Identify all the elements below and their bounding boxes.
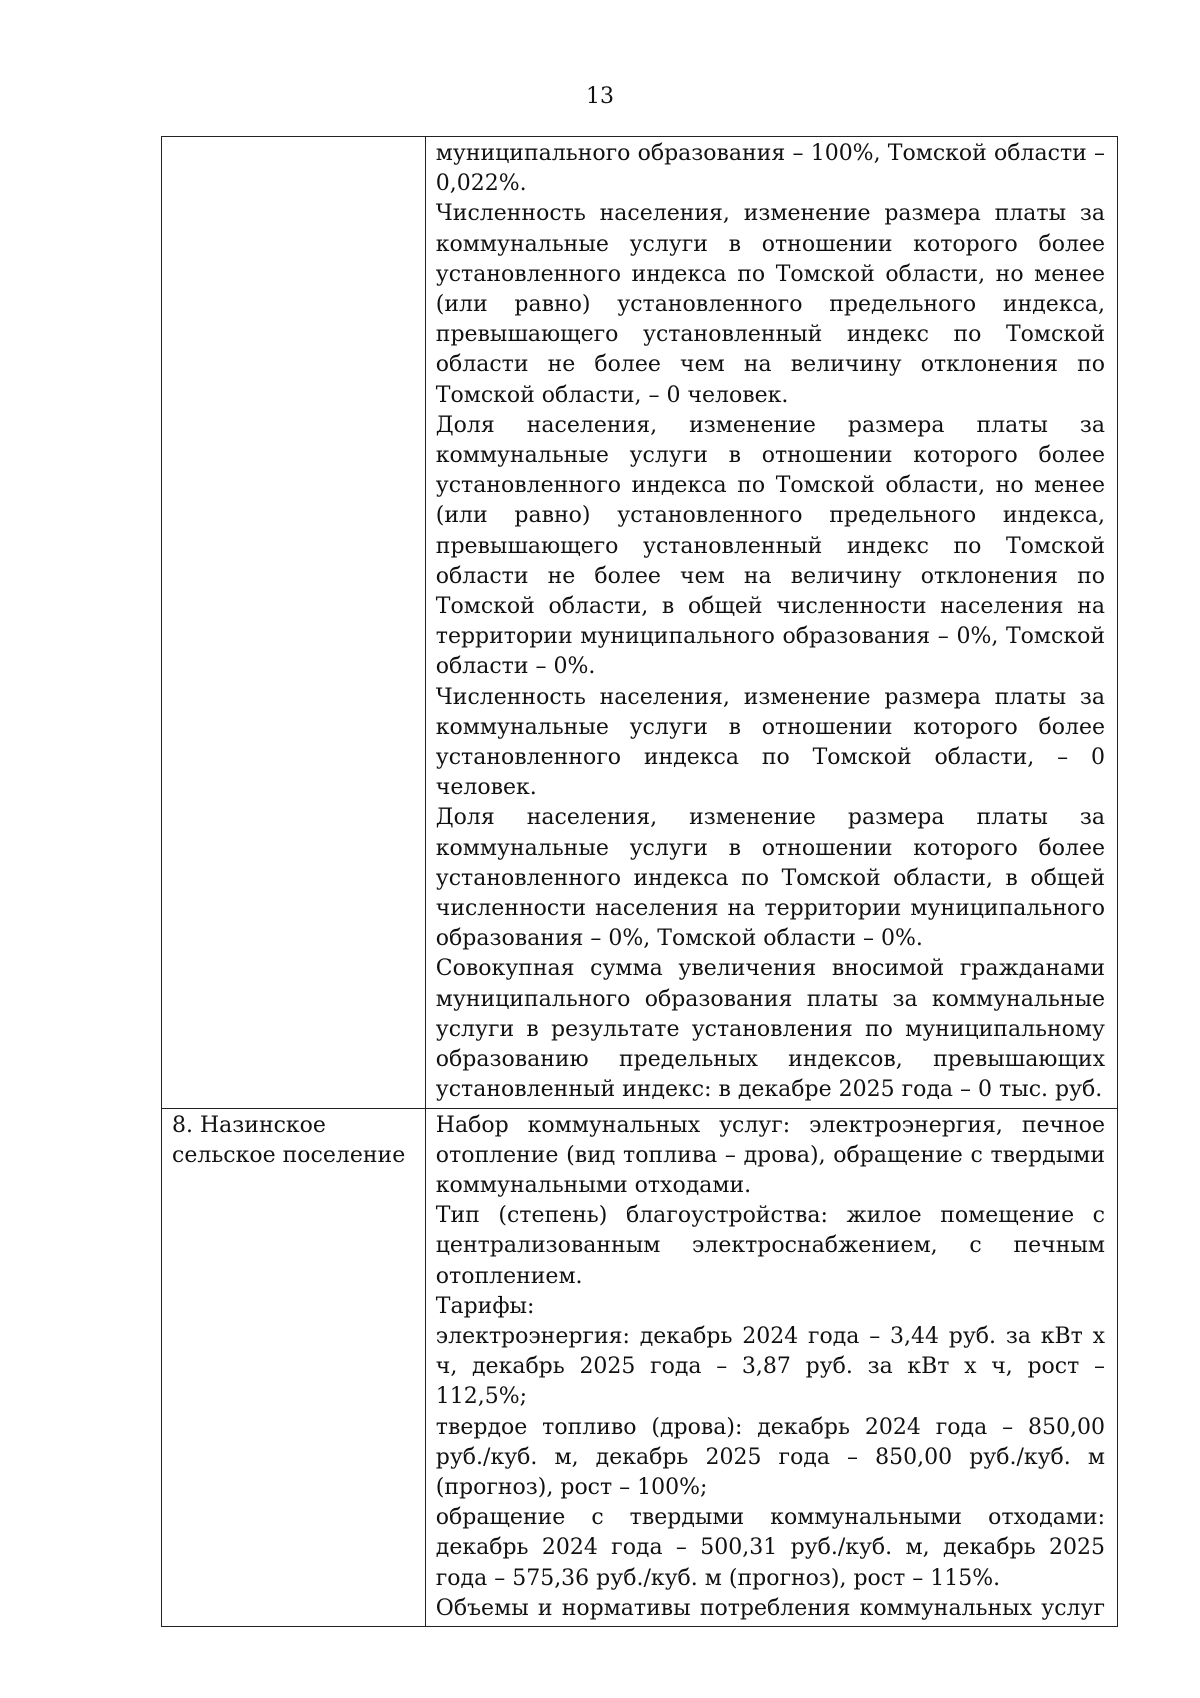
municipality-cell [162,137,426,1109]
paragraph: Тип (степень) благоустройства: жилое помещение с централизованным электроснабжением, с печным отоплением. [435,1203,1105,1289]
table-row [162,1108,1118,1626]
paragraph: электроэнергия: декабрь 2024 года – 3,44 руб. за кВт х ч, декабрь 2025 года – 3,87 руб. за кВт х ч, рост – 112,5%; [435,1323,1105,1410]
paragraph: Набор коммунальных услуг: электроэнергия, печное отопление (вид топлива – дрова), обращение с твердыми коммунальными отходами. [435,1112,1105,1198]
paragraph: твердое топливо (дрова): декабрь 2024 года – 850,00 руб./куб. м, декабрь 2025 года – 850,00 руб./куб. м (прогноз), рост – 100%; [435,1414,1105,1500]
paragraph: Совокупная сумма увеличения вносимой гражданами муниципального образования платы за коммунальные услуги в результате установления по муниципальному образованию предельных индексов, превышающих установленный индекс: в декабре 2025 года – 0 тыс. руб. [435,956,1105,1103]
paragraph: Доля населения, изменение размера платы за коммунальные услуги в отношении которого более установленного индекса по Томской области, в общей численности населения на территории муниципального образования – 0%, Томской области – 0%. [435,805,1105,952]
paragraph: Объемы и нормативы потребления коммунальных услуг [435,1595,1105,1621]
page-number: 13 [586,84,614,109]
paragraph: Численность населения, изменение размера платы за коммунальные услуги в отношении которого более установленного индекса по Томской области, но менее (или равно) установленного предельного индекса, превышающего установленный индекс по Томской области не более чем на величину отклонения по Томской области, – 0 человек. [435,201,1105,408]
paragraph: Тарифы: [435,1293,535,1319]
description-cell [425,1108,1117,1626]
description-cell [425,137,1117,1109]
paragraph: обращение с твердыми коммунальными отходами: декабрь 2024 года – 500,31 руб./куб. м, декабрь 2025 года – 575,36 руб./куб. м (прогноз), рост – 115%. [435,1505,1105,1591]
municipality-cell: 8. Назинское сельское поселение [162,1108,426,1626]
paragraph: муниципального образования – 100%, Томской области – 0,022%. [435,141,1105,197]
paragraph: Численность населения, изменение размера платы за коммунальные услуги в отношении которого более установленного индекса по Томской области, – 0 человек. [435,684,1105,801]
paragraph: Доля населения, изменение размера платы за коммунальные услуги в отношении которого более установленного индекса по Томской области, но менее (или равно) установленного предельного индекса, превышающего установленный индекс по Томской области не более чем на величину отклонения по Томской области, в общей численности населения на территории муниципального образования – 0%, Томской области – 0%. [435,412,1105,680]
municipality-table [161,136,1118,1627]
table-row [162,137,1118,1109]
